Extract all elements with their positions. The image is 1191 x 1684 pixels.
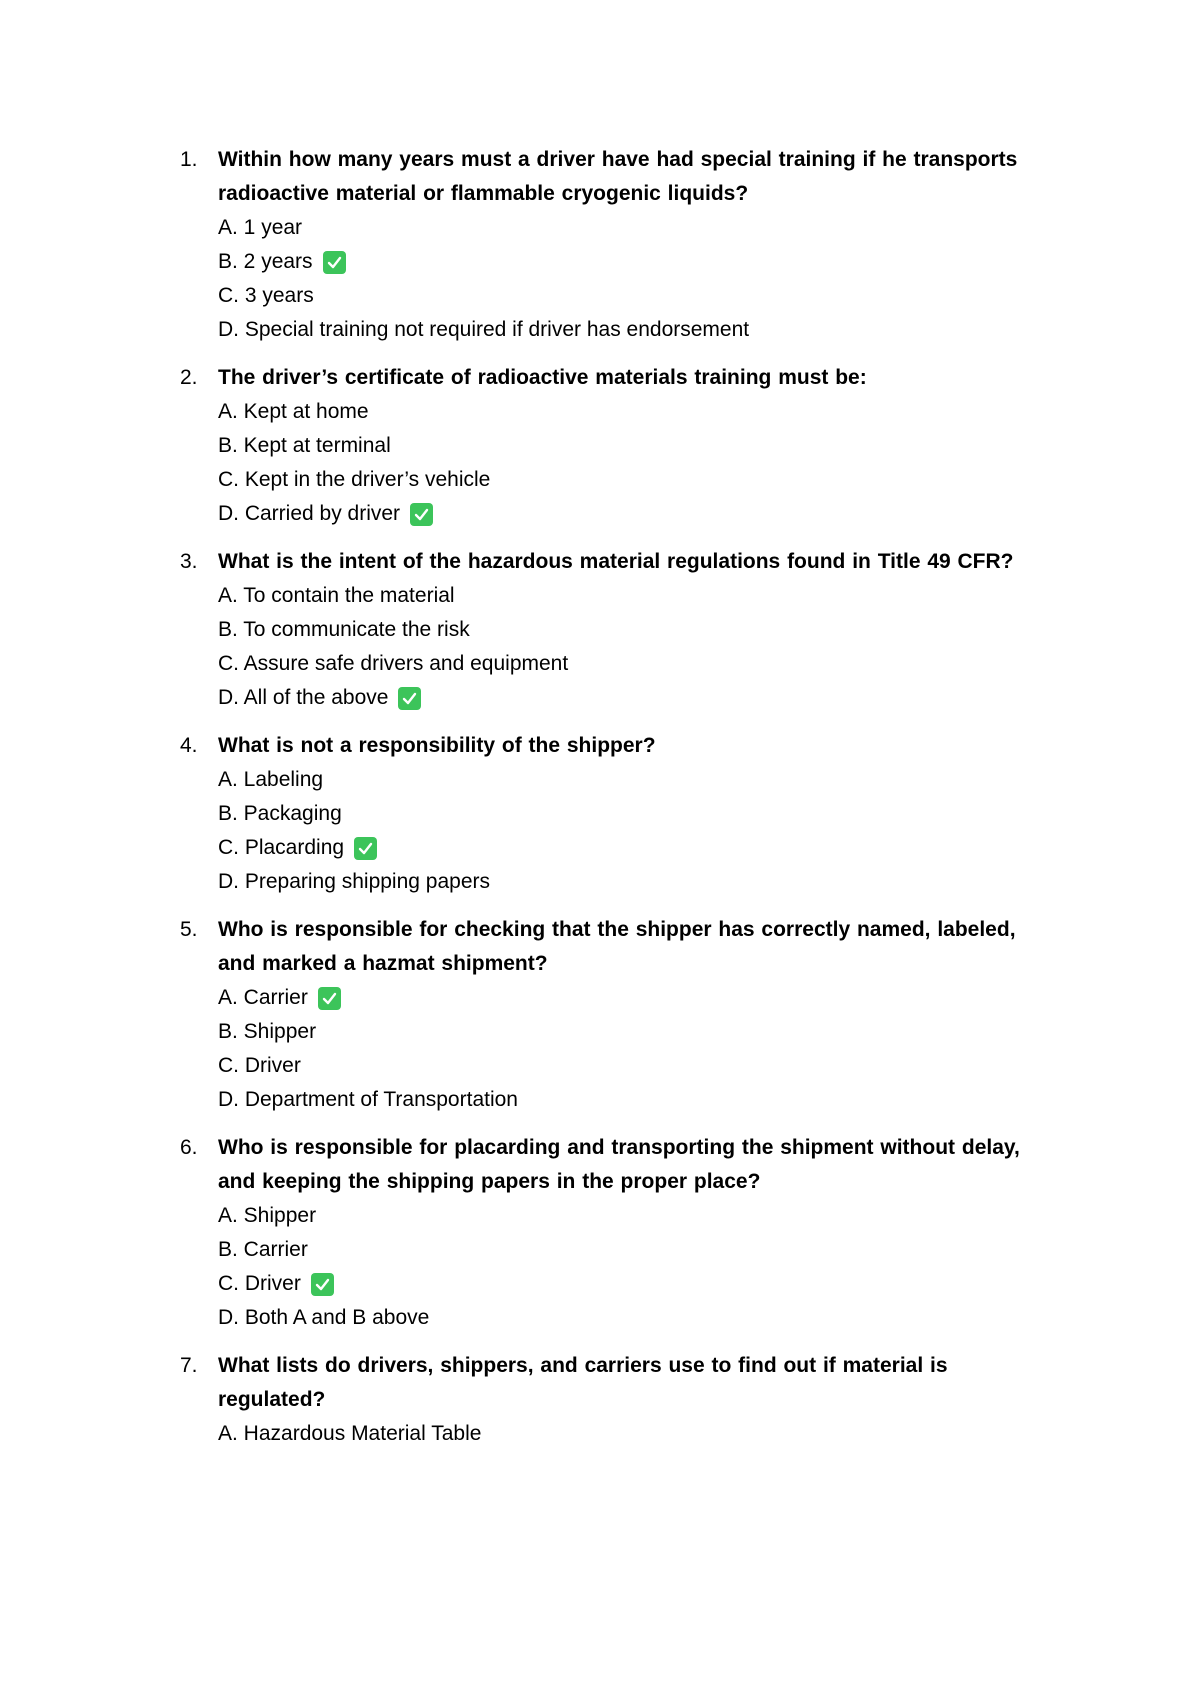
answer-option-label: C. Assure safe drivers and equipment bbox=[218, 652, 569, 675]
check-mark-icon bbox=[318, 987, 341, 1010]
answer-option-label: B. To communicate the risk bbox=[218, 618, 470, 641]
question-body bbox=[218, 1349, 1040, 1451]
answer-option bbox=[218, 279, 1040, 313]
answer-option bbox=[218, 1199, 1040, 1233]
answer-option-label: D. All of the above bbox=[218, 686, 389, 709]
answer-option bbox=[218, 1049, 1040, 1083]
check-mark-icon bbox=[323, 251, 346, 274]
answer-option bbox=[218, 429, 1040, 463]
answer-option bbox=[218, 763, 1040, 797]
question-text: What is the intent of the hazardous material regulations found in Title 49 CFR? bbox=[218, 550, 1014, 573]
answer-option-label: D. Carried by driver bbox=[218, 502, 401, 525]
answer-option-label: A. Labeling bbox=[218, 768, 324, 791]
question-item bbox=[180, 1349, 1040, 1451]
answer-option bbox=[218, 1267, 1040, 1301]
answer-option-label: C. Placarding bbox=[218, 836, 345, 859]
question-item bbox=[180, 361, 1040, 531]
question-number: 3. bbox=[180, 550, 198, 573]
answer-option-label: D. Both A and B above bbox=[218, 1306, 430, 1329]
answer-option-label: A. 1 year bbox=[218, 216, 303, 239]
question-number: 1. bbox=[180, 148, 198, 171]
question-body bbox=[218, 143, 1040, 347]
question-item bbox=[180, 729, 1040, 899]
question-list bbox=[180, 143, 1040, 1465]
answer-option bbox=[218, 613, 1040, 647]
question-text: Within how many years must a driver have had special training if he transports radioactive material or flammable cryogenic liquids? bbox=[218, 148, 1018, 205]
answer-option-label: B. Kept at terminal bbox=[218, 434, 391, 457]
question-number: 6. bbox=[180, 1136, 198, 1159]
question-number: 4. bbox=[180, 734, 198, 757]
question-item bbox=[180, 143, 1040, 347]
question-text: Who is responsible for checking that the shipper has correctly named, labeled, and marked a hazmat shipment? bbox=[218, 918, 1016, 975]
answer-option bbox=[218, 1015, 1040, 1049]
question-text: Who is responsible for placarding and transporting the shipment without delay, and keeping the shipping papers in the proper place? bbox=[218, 1136, 1020, 1193]
answer-option bbox=[218, 1417, 1040, 1451]
answer-option-label: A. Carrier bbox=[218, 986, 308, 1009]
answer-option bbox=[218, 579, 1040, 613]
question-text: What lists do drivers, shippers, and carriers use to find out if material is regulated? bbox=[218, 1354, 948, 1411]
answer-option-label: A. To contain the material bbox=[218, 584, 455, 607]
answer-option-label: D. Department of Transportation bbox=[218, 1088, 518, 1111]
answer-option-label: B. Shipper bbox=[218, 1020, 317, 1043]
question-number: 5. bbox=[180, 918, 198, 941]
answer-option-label: B. Carrier bbox=[218, 1238, 308, 1261]
question-text: The driver’s certificate of radioactive materials training must be: bbox=[218, 366, 867, 389]
answer-option bbox=[218, 245, 1040, 279]
answer-option-label: D. Special training not required if driver has endorsement bbox=[218, 318, 750, 341]
question-body bbox=[218, 913, 1040, 1117]
question-body bbox=[218, 1131, 1040, 1335]
answer-option-label: D. Preparing shipping papers bbox=[218, 870, 490, 893]
answer-option-label: B. 2 years bbox=[218, 250, 313, 273]
answer-option bbox=[218, 681, 1040, 715]
answer-option bbox=[218, 1233, 1040, 1267]
question-item bbox=[180, 913, 1040, 1117]
answer-option bbox=[218, 1083, 1040, 1117]
check-mark-icon bbox=[398, 687, 421, 710]
answer-option bbox=[218, 395, 1040, 429]
answer-option-label: C. Driver bbox=[218, 1054, 301, 1077]
answer-option-label: C. 3 years bbox=[218, 284, 314, 307]
question-number: 7. bbox=[180, 1354, 198, 1377]
answer-option-label: A. Shipper bbox=[218, 1204, 317, 1227]
question-number: 2. bbox=[180, 366, 198, 389]
answer-option-label: C. Driver bbox=[218, 1272, 301, 1295]
answer-option bbox=[218, 831, 1040, 865]
answer-option bbox=[218, 647, 1040, 681]
question-body bbox=[218, 361, 1040, 531]
question-body bbox=[218, 729, 1040, 899]
question-item bbox=[180, 1131, 1040, 1335]
answer-option bbox=[218, 797, 1040, 831]
answer-option-label: A. Kept at home bbox=[218, 400, 369, 423]
answer-option bbox=[218, 211, 1040, 245]
answer-option bbox=[218, 497, 1040, 531]
answer-option bbox=[218, 865, 1040, 899]
question-text: What is not a responsibility of the shipper? bbox=[218, 734, 656, 757]
answer-option bbox=[218, 463, 1040, 497]
question-item bbox=[180, 545, 1040, 715]
answer-option bbox=[218, 981, 1040, 1015]
answer-option-label: A. Hazardous Material Table bbox=[218, 1422, 482, 1445]
question-body bbox=[218, 545, 1040, 715]
check-mark-icon bbox=[311, 1273, 334, 1296]
check-mark-icon bbox=[354, 837, 377, 860]
answer-option bbox=[218, 1301, 1040, 1335]
answer-option-label: B. Packaging bbox=[218, 802, 342, 825]
check-mark-icon bbox=[410, 503, 433, 526]
answer-option-label: C. Kept in the driver’s vehicle bbox=[218, 468, 491, 491]
answer-option bbox=[218, 313, 1040, 347]
